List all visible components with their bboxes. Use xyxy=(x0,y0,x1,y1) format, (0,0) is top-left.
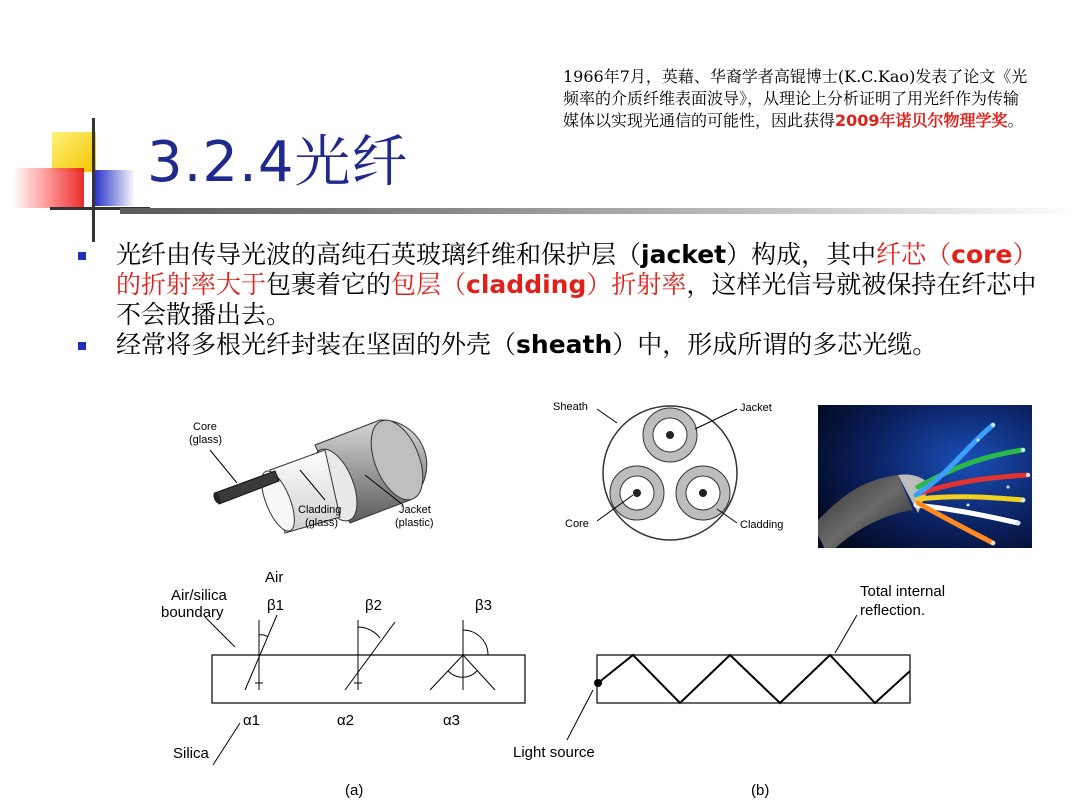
label-jacket: Jacket xyxy=(399,504,431,516)
ray-1 xyxy=(245,615,277,690)
bullet-item-fiber-structure xyxy=(78,240,1048,330)
bullet-list xyxy=(78,240,1048,360)
bullet-text-red: ）折射率 xyxy=(586,270,687,299)
label-core-material: (glass) xyxy=(189,434,223,446)
label-alpha-1: α1 xyxy=(243,712,261,729)
bullet-text: ，这样光信号就被保持在纤芯中不会散播出去。 xyxy=(116,270,1037,329)
refraction-diagram xyxy=(155,565,545,805)
bullet-text: 包裹着它的 xyxy=(266,270,392,299)
bullet-text: 光纤由传导光波的高纯石英玻璃纤维和保护层（ xyxy=(116,240,642,269)
label-sheath: Sheath xyxy=(553,401,588,413)
label-alpha-2: α2 xyxy=(337,712,355,729)
label-beta-3: β3 xyxy=(475,597,492,614)
history-note xyxy=(563,66,1033,132)
bullet-item-multicore-cable xyxy=(78,330,1048,360)
page-title: 3.2.4光纤 xyxy=(147,130,409,195)
term-jacket: jacket xyxy=(641,240,727,269)
label-silica: Silica xyxy=(173,745,209,762)
title-divider xyxy=(120,208,1080,214)
label-beta-1: β1 xyxy=(267,597,284,614)
label-core: Core xyxy=(193,421,217,433)
fiber-cable-diagram xyxy=(175,405,465,555)
label-cladding: Cladding xyxy=(298,504,342,516)
fiber-optic-photo xyxy=(818,405,1032,548)
label-alpha-3: α3 xyxy=(443,712,461,729)
history-note-end: 。 xyxy=(1007,111,1024,130)
bullet-text-red: ）的折射率大于 xyxy=(116,240,1038,299)
term-sheath: sheath xyxy=(516,330,613,359)
label-jacket-cross: Jacket xyxy=(740,402,772,414)
history-note-text: 1966年7月，英藉、华裔学者高锟博士(K.C.Kao)发表了论文《光频率的介质纤维表面波导》，从理论上分析证明了用光纤作为传输媒体以实现光通信的可能性，因此获得 xyxy=(563,67,1028,130)
label-boundary-2: boundary xyxy=(161,604,224,621)
nobel-prize-highlight: 2009年诺贝尔物理学奖 xyxy=(835,111,1008,130)
bullet-text-red: 纤芯（ xyxy=(876,240,952,269)
bullet-marker xyxy=(78,342,86,350)
fiber-slab xyxy=(597,655,910,703)
term-cladding: cladding xyxy=(466,270,587,299)
term-core: core xyxy=(951,240,1013,269)
caption-b: (b) xyxy=(751,782,770,799)
label-core-cross: Core xyxy=(565,518,589,530)
label-light-source: Light source xyxy=(513,744,595,761)
bullet-marker xyxy=(78,252,86,260)
label-cladding-cross: Cladding xyxy=(740,519,784,531)
label-total-internal-2: reflection. xyxy=(860,602,926,619)
bullet-text: ）构成，其中 xyxy=(726,240,877,269)
label-air: Air xyxy=(265,569,284,586)
title-decoration xyxy=(0,110,150,250)
label-total-internal-1: Total internal xyxy=(860,583,946,600)
light-source-dot xyxy=(594,679,602,687)
label-cladding-material: (glass) xyxy=(305,517,339,529)
caption-a: (a) xyxy=(345,782,364,799)
multicore-sheath-diagram xyxy=(545,395,805,545)
total-internal-reflection-diagram xyxy=(505,575,985,805)
bullet-text: 经常将多根光纤封装在坚固的外壳（ xyxy=(116,330,517,359)
label-beta-2: β2 xyxy=(365,597,382,614)
label-boundary-1: Air/silica xyxy=(171,587,227,604)
label-jacket-material: (plastic) xyxy=(395,517,434,529)
bullet-text: ）中，形成所谓的多芯光缆。 xyxy=(612,330,938,359)
bullet-text-red: 包层（ xyxy=(391,270,467,299)
reflected-ray xyxy=(598,655,910,703)
